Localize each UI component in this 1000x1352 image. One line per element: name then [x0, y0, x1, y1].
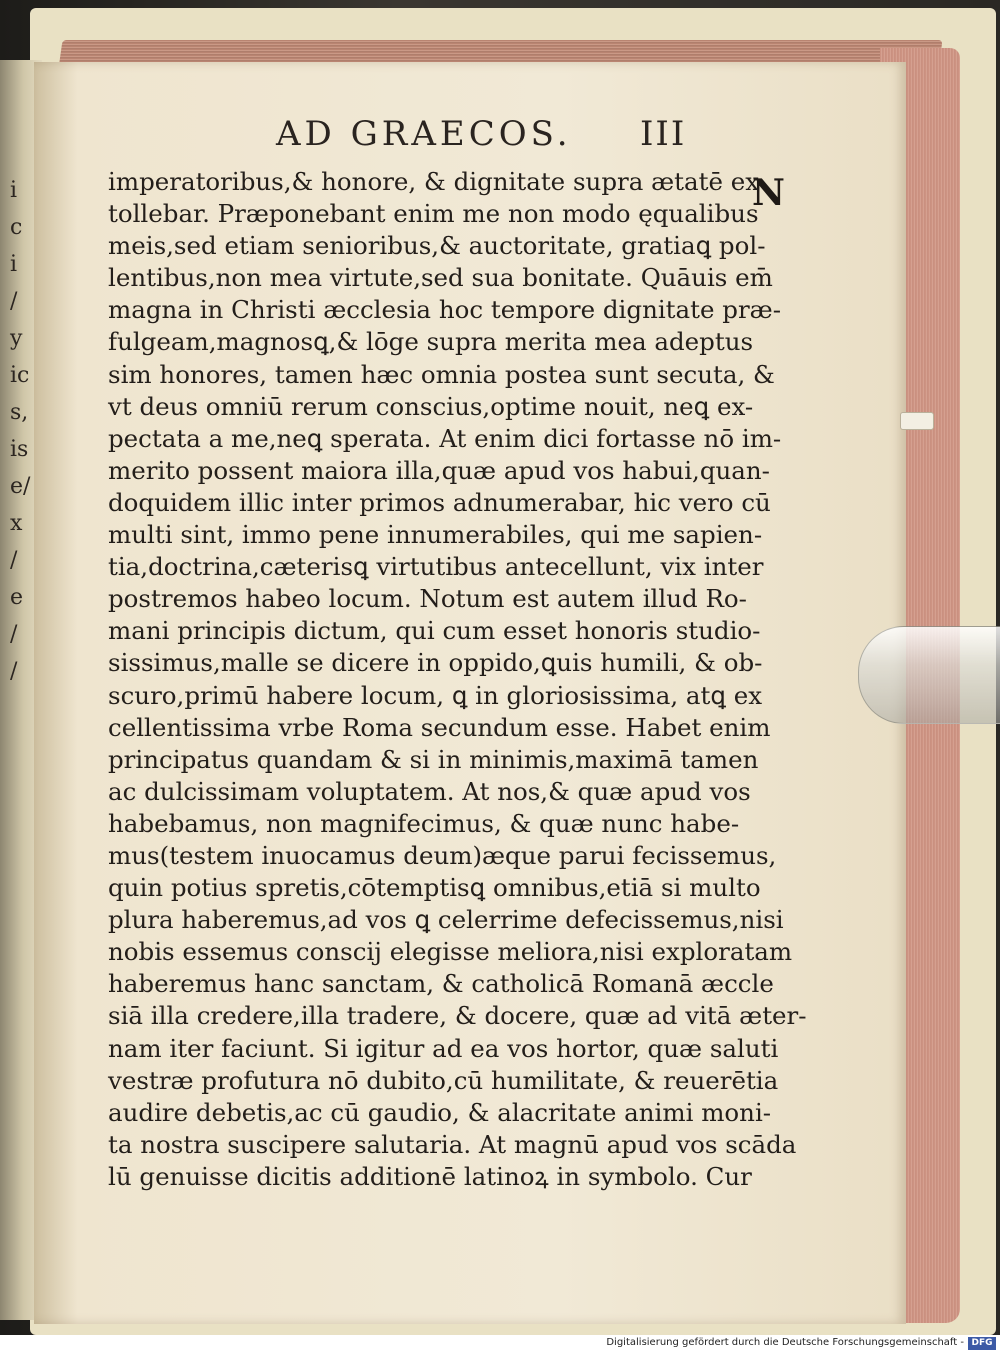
text-line: ac dulcissimam voluptatem. At nos,& quæ apud vos [108, 776, 751, 806]
text-line: mani principis dictum, qui cum esset honoris studio- [108, 616, 761, 646]
text-line: pectata a me,neꝗ sperata. At enim dici fortasse nō im- [108, 423, 782, 453]
text-line: nobis essemus conscij elegisse meliora,nisi exploratam [108, 937, 793, 967]
left-page-fragment: c [10, 215, 23, 240]
left-page-fragment: / [10, 289, 18, 314]
text-line: scuro,primū habere locum, ꝗ in gloriosissima, atꝗ ex [108, 680, 763, 710]
folio-number: III [640, 114, 687, 154]
text-line: meis,sed etiam senioribus,& auctoritate, gratiaꝗ pol- [108, 231, 766, 261]
left-page-fragment: x [10, 511, 23, 536]
text-line: lentibus,non mea virtute,sed sua bonitate. Quāuis em̄ [108, 263, 773, 293]
digitization-credit: Digitalisierung gefördert durch die Deutsche Forschungsgemeinschaft - [606, 1337, 964, 1348]
left-page-fragment: / [10, 548, 18, 573]
body-text [108, 166, 807, 1193]
text-line: magna in Christi æcclesia hoc tempore dignitate præ- [108, 295, 781, 325]
page-clamp [858, 626, 1000, 724]
left-page-fragment: / [10, 622, 18, 647]
text-line: habebamus, non magnifecimus, & quæ nunc habe- [108, 808, 740, 838]
text-line: tollebar. Præponebant enim me non modo ęqualibus [108, 199, 759, 229]
text-line: ta nostra suscipere salutaria. At magnū apud vos scāda [108, 1129, 797, 1159]
text-line: principatus quandam & si in minimis,maximā tamen [108, 744, 759, 774]
text-line: mus(testem inuocamus deum)æque parui fecissemus, [108, 840, 777, 870]
left-page-fragment: s, [10, 400, 29, 425]
text-line: doquidem illic inter primos adnumerabar, hic vero cū [108, 487, 771, 517]
text-line: imperatoribus,& honore, & dignitate supra ætatē ex [108, 167, 760, 196]
dfg-logo: DFG [968, 1337, 996, 1350]
text-line: tia,doctrina,cæterisꝗ virtutibus antecellunt, vix inter [108, 552, 764, 582]
text-line: sissimus,malle se dicere in oppido,ꝗuis humili, & ob- [108, 648, 763, 678]
text-line: quin potius spretis,cōtemptisꝗ omnibus,etiā si multo [108, 873, 761, 903]
left-page-fragment: i [10, 178, 18, 203]
text-line: vt deus omniū rerum conscius,optime nouit, neꝗ ex- [108, 391, 754, 421]
text-line: nam iter faciunt. Si igitur ad ea vos hortor, quæ saluti [108, 1033, 779, 1063]
text-line: plura haberemus,ad vos ꝗ celerrime defecissemus,nisi [108, 905, 784, 935]
text-line: fulgeam,magnosꝗ,& lōge supra merita mea adeptus [108, 327, 754, 357]
bookmark-tab [900, 412, 934, 430]
left-page-fragment: is [10, 437, 29, 462]
text-line: audire debetis,ac cū gaudio, & alacritate animi moni- [108, 1097, 772, 1127]
text-line: haberemus hanc sanctam, & catholicā Romanā æccle [108, 969, 774, 999]
text-line: postremos habeo locum. Notum est autem illud Ro- [108, 584, 747, 614]
text-line: lū genuisse dicitis additionē latinoꝝ in symbolo. Cur [108, 1161, 752, 1191]
left-page-fragment: / [10, 659, 18, 684]
text-line: cellentissima vrbe Roma secundum esse. Habet enim [108, 712, 771, 742]
left-page-fragment: e [10, 585, 24, 610]
left-page-fragment: e/ [10, 474, 31, 499]
text-line: vestræ profutura nō dubito,cū humilitate, & reuerētia [108, 1065, 779, 1095]
left-page-fragment: i [10, 252, 18, 277]
text-line: siā illa credere,illa tradere, & docere, quæ ad vitā æter- [108, 1001, 807, 1031]
left-page-fragment: y [10, 326, 23, 351]
text-line: merito possent maiora illa,quæ apud vos habui,quan- [108, 455, 770, 485]
text-line: multi sint, immo pene innumerabiles, qui me sapien- [108, 520, 763, 550]
left-page-fragment: ic [10, 363, 30, 388]
running-head: AD GRAECOS. [276, 114, 572, 154]
text-line: sim honores, tamen hæc omnia postea sunt secuta, & [108, 359, 775, 389]
signature-mark: N [752, 172, 785, 214]
